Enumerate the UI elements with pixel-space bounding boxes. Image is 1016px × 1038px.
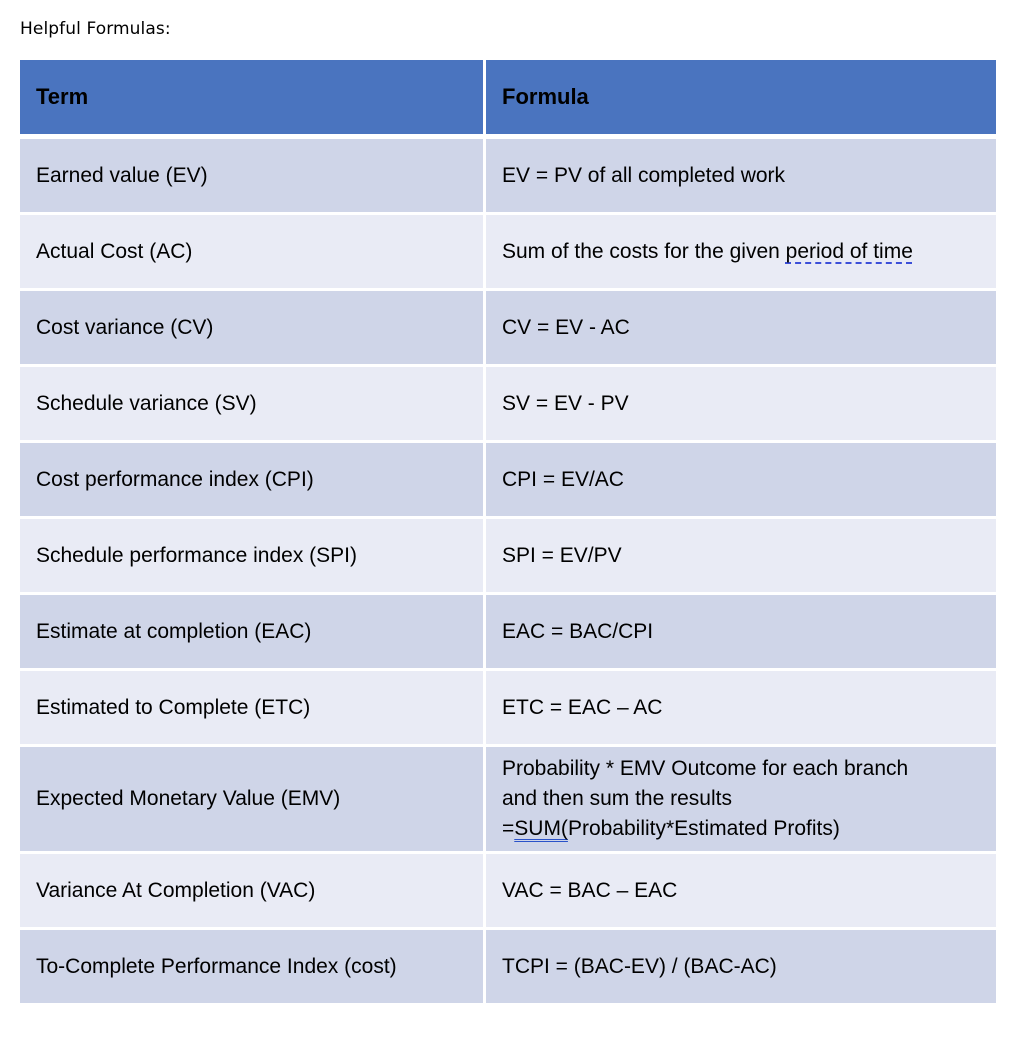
formula-line: and then sum the results — [502, 787, 732, 810]
formula-cell: SV = EV - PV — [486, 367, 996, 443]
formula-cell: TCPI = (BAC-EV) / (BAC-AC) — [486, 930, 996, 1006]
term-cell: Expected Monetary Value (EMV) — [20, 747, 486, 854]
header-formula: Formula — [486, 60, 996, 139]
formula-text: = — [502, 817, 515, 840]
grammar-marked-text[interactable]: SUM( — [514, 817, 568, 840]
formula-cell — [486, 747, 996, 854]
table-row — [20, 367, 996, 443]
formula-cell: CV = EV - AC — [486, 291, 996, 367]
term-cell: Variance At Completion (VAC) — [20, 854, 486, 930]
formula-text: Sum of the costs for the given — [502, 239, 786, 263]
formula-line — [502, 814, 996, 844]
term-cell: Cost performance index (CPI) — [20, 443, 486, 519]
intro-text: Helpful Formulas: — [20, 19, 171, 39]
table-row — [20, 671, 996, 747]
header-term: Term — [20, 60, 486, 139]
term-cell: To-Complete Performance Index (cost) — [20, 930, 486, 1006]
table-row — [20, 519, 996, 595]
formula-cell: EAC = BAC/CPI — [486, 595, 996, 671]
term-cell: Actual Cost (AC) — [20, 215, 486, 291]
table-row — [20, 930, 996, 1006]
table-row — [20, 139, 996, 215]
formula-cell: CPI = EV/AC — [486, 443, 996, 519]
formulas-table — [20, 60, 996, 1006]
header-row — [20, 60, 996, 139]
term-cell: Schedule performance index (SPI) — [20, 519, 486, 595]
formula-cell: EV = PV of all completed work — [486, 139, 996, 215]
term-cell: Estimate at completion (EAC) — [20, 595, 486, 671]
term-cell: Earned value (EV) — [20, 139, 486, 215]
term-cell: Schedule variance (SV) — [20, 367, 486, 443]
table-row — [20, 215, 996, 291]
spellcheck-marked-text[interactable]: period of time — [785, 239, 913, 263]
table-row — [20, 443, 996, 519]
term-cell: Cost variance (CV) — [20, 291, 486, 367]
table-row — [20, 291, 996, 367]
formula-text: Probability*Estimated Profits) — [567, 817, 840, 840]
table-row — [20, 747, 996, 854]
formula-line: Probability * EMV Outcome for each branch — [502, 757, 909, 780]
formula-cell: ETC = EAC – AC — [486, 671, 996, 747]
table-row — [20, 595, 996, 671]
formula-cell: SPI = EV/PV — [486, 519, 996, 595]
formula-cell — [486, 215, 996, 291]
table-row — [20, 854, 996, 930]
formula-cell: VAC = BAC – EAC — [486, 854, 996, 930]
term-cell: Estimated to Complete (ETC) — [20, 671, 486, 747]
